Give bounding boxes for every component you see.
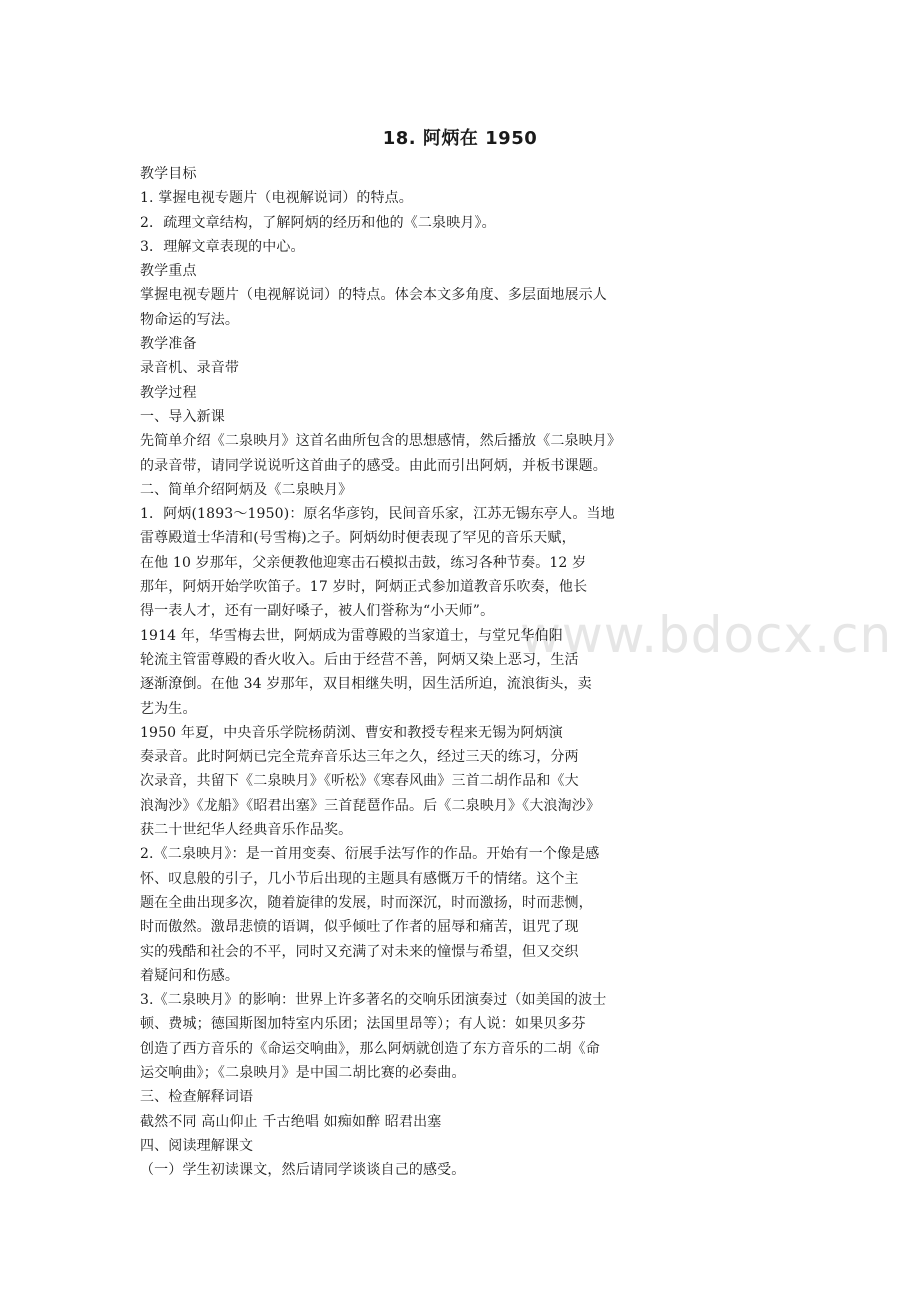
text-line: 3.《二泉映月》的影响：世界上许多著名的交响乐团演奏过（如美国的波士: [140, 992, 607, 1009]
text-line: 获二十世纪华人经典音乐作品奖。: [140, 822, 353, 839]
document-title: 18. 阿炳在 1950: [382, 128, 538, 149]
text-line: 1．阿炳(1893～1950)：原名华彦钧，民间音乐家，江苏无锡东亭人。当地: [140, 506, 615, 523]
text-line: 1950 年夏，中央音乐学院杨荫浏、曹安和教授专程来无锡为阿炳演: [140, 724, 563, 741]
text-line: 掌握电视专题片（电视解说词）的特点。体会本文多角度、多层面地展示人: [140, 287, 607, 304]
text-line: 轮流主管雷尊殿的香火收入。后由于经营不善，阿炳又染上恶习，生活: [140, 651, 579, 668]
text-line: （一）学生初读课文，然后请同学谈谈自己的感受。: [140, 1162, 466, 1179]
text-line: 创造了西方音乐的《命运交响曲》，那么阿炳就创造了东方音乐的二胡《命: [140, 1040, 600, 1057]
text-line: 浪淘沙》《龙船》《昭君出塞》三首琵琶作品。后《二泉映月》《大浪淘沙》: [140, 797, 601, 814]
text-line: 实的残酷和社会的不平，同时又充满了对未来的憧憬与希望，但又交织: [140, 943, 579, 960]
text-line: 录音机、录音带: [140, 360, 240, 377]
text-line: 那年，阿炳开始学吹笛子。17 岁时，阿炳正式参加道教音乐吹奏，他长: [140, 579, 588, 596]
text-line: 雷尊殿道士华清和(号雪梅)之子。阿炳幼时便表现了罕见的音乐天赋，: [140, 530, 576, 547]
text-line: 教学过程: [140, 384, 197, 401]
text-line: 2.《二泉映月》：是一首用变奏、衍展手法写作的作品。开始有一个像是感: [140, 846, 600, 863]
text-line: 艺为生。: [140, 700, 197, 717]
text-line: 题在全曲出现多次，随着旋律的发展，时而深沉，时而激扬，时而悲恻，: [140, 894, 593, 911]
text-line: 逐渐潦倒。在他 34 岁那年，双目相继失明，因生活所迫，流浪街头，卖: [140, 676, 592, 693]
text-line: 2．疏理文章结构，了解阿炳的经历和他的《二泉映月》。: [140, 214, 496, 231]
text-line: 顿、费城；德国斯图加特室内乐团；法国里昂等）；有人说：如果贝多芬: [140, 1016, 586, 1033]
text-line: 运交响曲》；《二泉映月》是中国二胡比赛的必奏曲。: [140, 1064, 466, 1081]
text-line: 四、阅读理解课文: [140, 1137, 254, 1154]
text-line: 时而傲然。激昂悲愤的语调，似乎倾吐了作者的屈辱和痛苦，诅咒了现: [140, 919, 579, 936]
text-line: 奏录音。此时阿炳已完全荒弃音乐达三年之久，经过三天的练习，分两: [140, 749, 579, 766]
document-body: [140, 162, 700, 1182]
text-line: 一、导入新课: [140, 408, 225, 425]
text-line: 截然不同 高山仰止 千古绝唱 如痴如醉 昭君出塞: [140, 1113, 442, 1130]
text-line: 教学准备: [140, 336, 197, 353]
text-line: 次录音，共留下《二泉映月》《听松》《寒春风曲》三首二胡作品和《大: [140, 773, 579, 790]
text-line: 3．理解文章表现的中心。: [140, 238, 305, 255]
text-line: 教学目标: [140, 166, 197, 182]
text-line: 在他 10 岁那年，父亲便教他迎寒击石模拟击鼓，练习各种节奏。12 岁: [140, 554, 587, 571]
text-line: 教学重点: [140, 263, 197, 280]
text-line: 三、检查解释词语: [140, 1089, 254, 1106]
text-line: 先简单介绍《二泉映月》这首名曲所包含的思想感情，然后播放《二泉映月》: [140, 433, 622, 450]
text-line: 1. 掌握电视专题片（电视解说词）的特点。: [140, 190, 413, 207]
text-line: 二、简单介绍阿炳及《二泉映月》: [140, 481, 353, 498]
text-line: 物命运的写法。: [140, 311, 240, 328]
text-line: 1914 年，华雪梅去世，阿炳成为雷尊殿的当家道士，与堂兄华伯阳: [140, 627, 563, 644]
text-line: 得一表人才，还有一副好嗓子，被人们誉称为“小天师”。: [140, 603, 495, 620]
watermark: www.bdocx.cn: [520, 606, 893, 664]
text-line: 怀、叹息般的引子，几小节后出现的主题具有感慨万千的情绪。这个主: [140, 870, 579, 887]
text-line: 的录音带，请同学说说听这首曲子的感受。由此而引出阿炳，并板书课题。: [140, 457, 607, 474]
text-line: 着疑问和伤感。: [140, 967, 240, 984]
